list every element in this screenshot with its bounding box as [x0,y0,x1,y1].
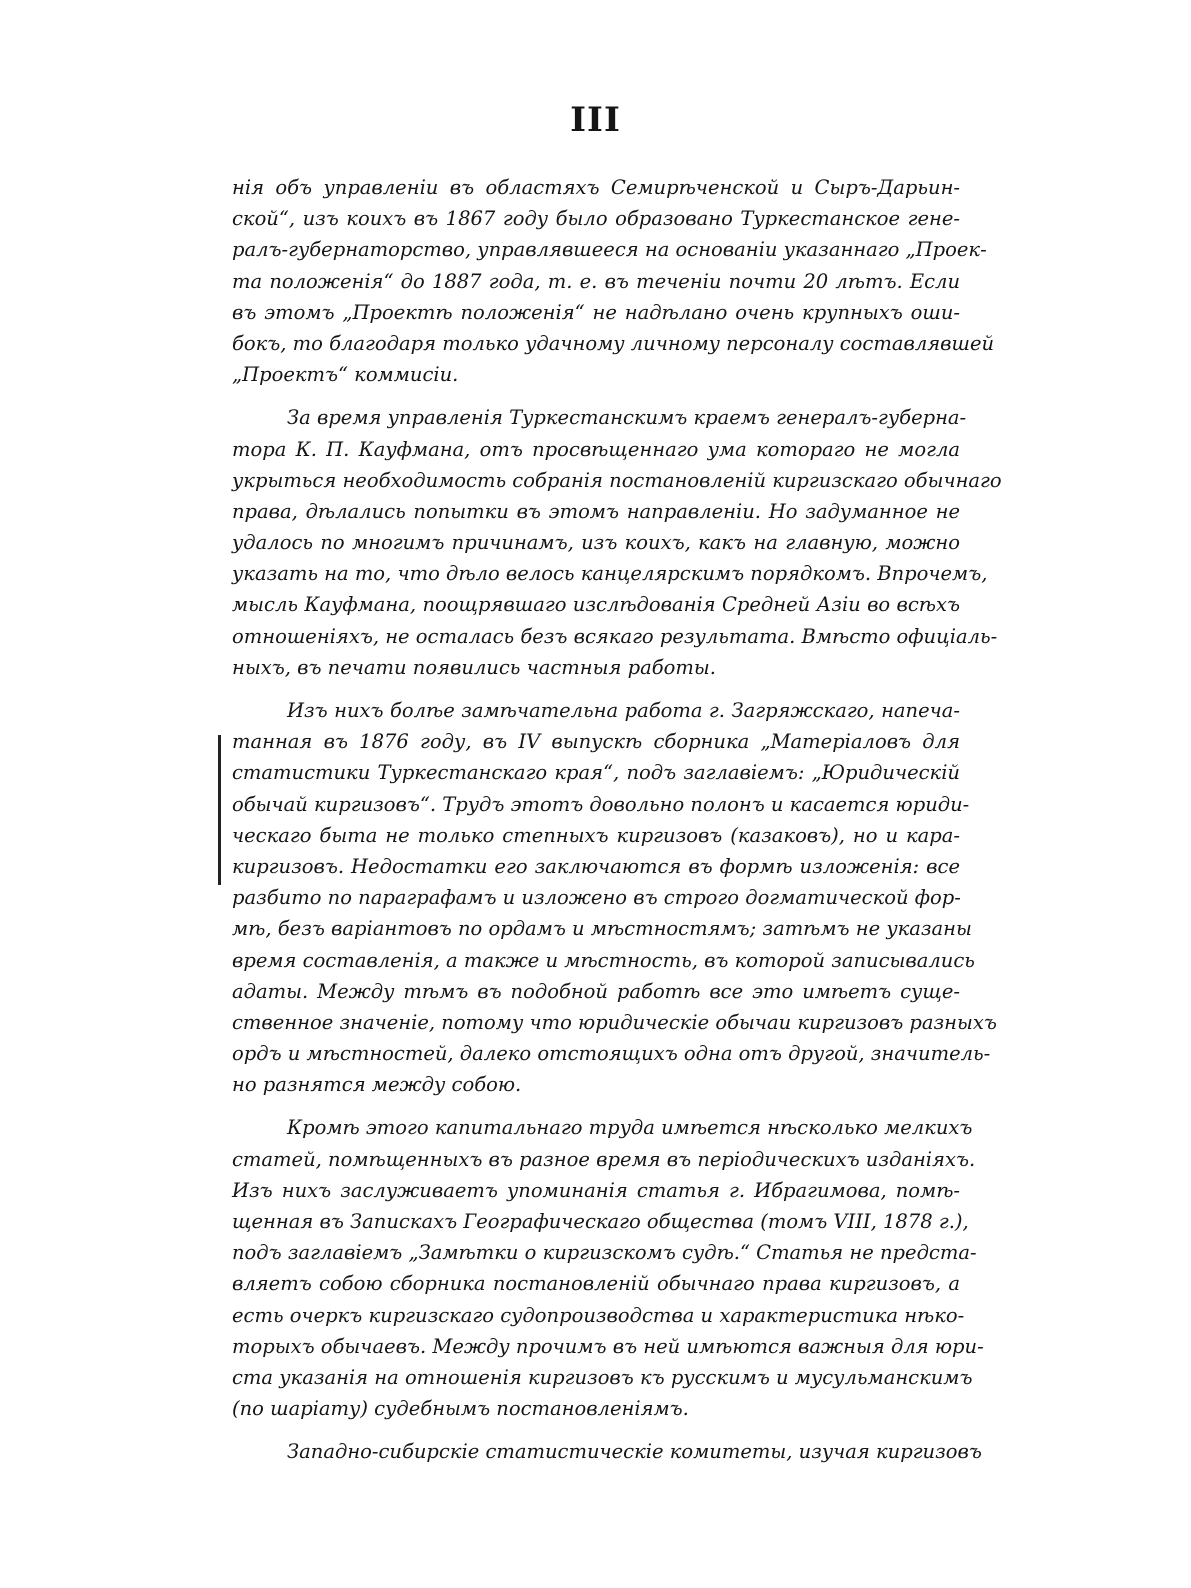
paragraph-1 [232,172,995,390]
text-line: Кромѣ этого капитальнаго труда имѣется нѣсколько мелкихъ [287,1116,973,1140]
margin-bracket-mark [218,735,227,885]
text-line: „Проектъ“ коммисіи. [232,363,459,387]
text-line: указать на то, что дѣло велось канцелярскимъ порядкомъ. Впрочемъ, [232,562,988,586]
text-line: торыхъ обычаевъ. Между прочимъ въ ней имѣются важныя для юри- [232,1334,984,1358]
text-line: но разнятся между собою. [232,1073,522,1097]
text-line: обычай киргизовъ“. Трудъ этотъ довольно полонъ и касается юриди- [232,792,970,816]
text-line: ственное значеніе, потому что юридическіе обычаи киргизовъ разныхъ [232,1010,997,1034]
text-line: тора К. П. Кауфмана, отъ просвѣщеннаго ума котораго не могла [232,437,960,461]
text-line: мѣ, безъ варіантовъ по ордамъ и мѣстностямъ; затѣмъ не указаны [232,917,972,941]
text-line: время составленія, а также и мѣстность, въ которой записывались [232,948,975,972]
text-line: адаты. Между тѣмъ въ подобной работѣ все это имѣетъ суще- [232,979,960,1003]
text-line: вляетъ собою сборника постановленій обычнаго права киргизовъ, а [232,1272,960,1296]
text-line: въ этомъ „Проектѣ положенія“ не надѣлано очень крупныхъ оши- [232,300,960,324]
text-line: та положенія“ до 1887 года, т. е. въ теченіи почти 20 лѣтъ. Если [232,269,960,293]
text-line: (по шаріату) судебнымъ постановленіямъ. [232,1397,689,1421]
text-line: ордъ и мѣстностей, далеко отстоящихъ одна отъ другой, значитель- [232,1042,991,1066]
text-line: танная въ 1876 году, въ IV выпускѣ сборника „Матеріаловъ для [232,730,960,754]
paragraph-3 [232,695,997,1100]
text-line: статей, помѣщенныхъ въ разное время въ періодическихъ изданіяхъ. [232,1147,976,1171]
text-line: Изъ нихъ болѣе замѣчательна работа г. Загряжскаго, напеча- [287,699,960,722]
paragraph-5 [232,1436,982,1467]
text-line: киргизовъ. Недостатки его заключаются въ формѣ изложенія: все [232,854,960,878]
text-line: разбито по параграфамъ и изложено въ строго догматической фор- [232,886,961,910]
text-line: права, дѣлались попытки въ этомъ направленіи. Но задуманное не [232,499,960,523]
text-line: подъ заглавіемъ „Замѣтки о киргизскомъ судѣ.“ Статья не предста- [232,1241,977,1265]
text-line: Изъ нихъ заслуживаетъ упоминанія статья г. Ибрагимова, помѣ- [232,1178,960,1202]
text-line: За время управленія Туркестанскимъ краемъ генералъ-губерна- [287,406,967,430]
page-number: III [570,100,621,140]
text-line: нія объ управленіи въ областяхъ Семирѣченской и Сыръ-Дарьин- [232,176,960,199]
text-line: ста указанія на отношенія киргизовъ къ русскимъ и мусульманскимъ [232,1365,973,1389]
text-line: бокъ, то благодаря только удачному личному персоналу составлявшей [232,331,995,355]
text-line: статистики Туркестанскаго края“, подъ заглавіемъ: „Юридическій [232,761,960,785]
text-line: отношеніяхъ, не осталась безъ всякаго результата. Вмѣсто офиціаль- [232,624,998,648]
text-line: ныхъ, въ печати появились частныя работы. [232,655,716,679]
text-line: мысль Кауфмана, поощрявшаго изслѣдованія Средней Азіи во всѣхъ [232,593,960,617]
text-line: ской“, изъ коихъ въ 1867 году было образовано Туркестанское гене- [232,207,960,231]
text-line: ралъ-губернаторство, управлявшееся на основаніи указаннаго „Проек- [232,238,987,262]
text-line: есть очеркъ киргизскаго судопроизводства и характеристика нѣко- [232,1303,965,1327]
text-line: Западно-сибирскіе статистическіе комитеты, изучая киргизовъ [287,1440,982,1464]
text-line: щенная въ Запискахъ Географическаго общества (томъ VIII, 1878 г.), [232,1210,969,1233]
text-line: удалось по многимъ причинамъ, изъ коихъ, какъ на главную, можно [232,531,960,555]
text-line: ческаго быта не только степныхъ киргизовъ (казаковъ), но и кара- [232,823,960,847]
paragraph-4 [232,1112,984,1424]
text-line: укрыться необходимость собранія постановленій киргизскаго обычнаго [232,468,1002,492]
body-text [232,172,1002,1468]
paragraph-2 [232,402,1002,683]
